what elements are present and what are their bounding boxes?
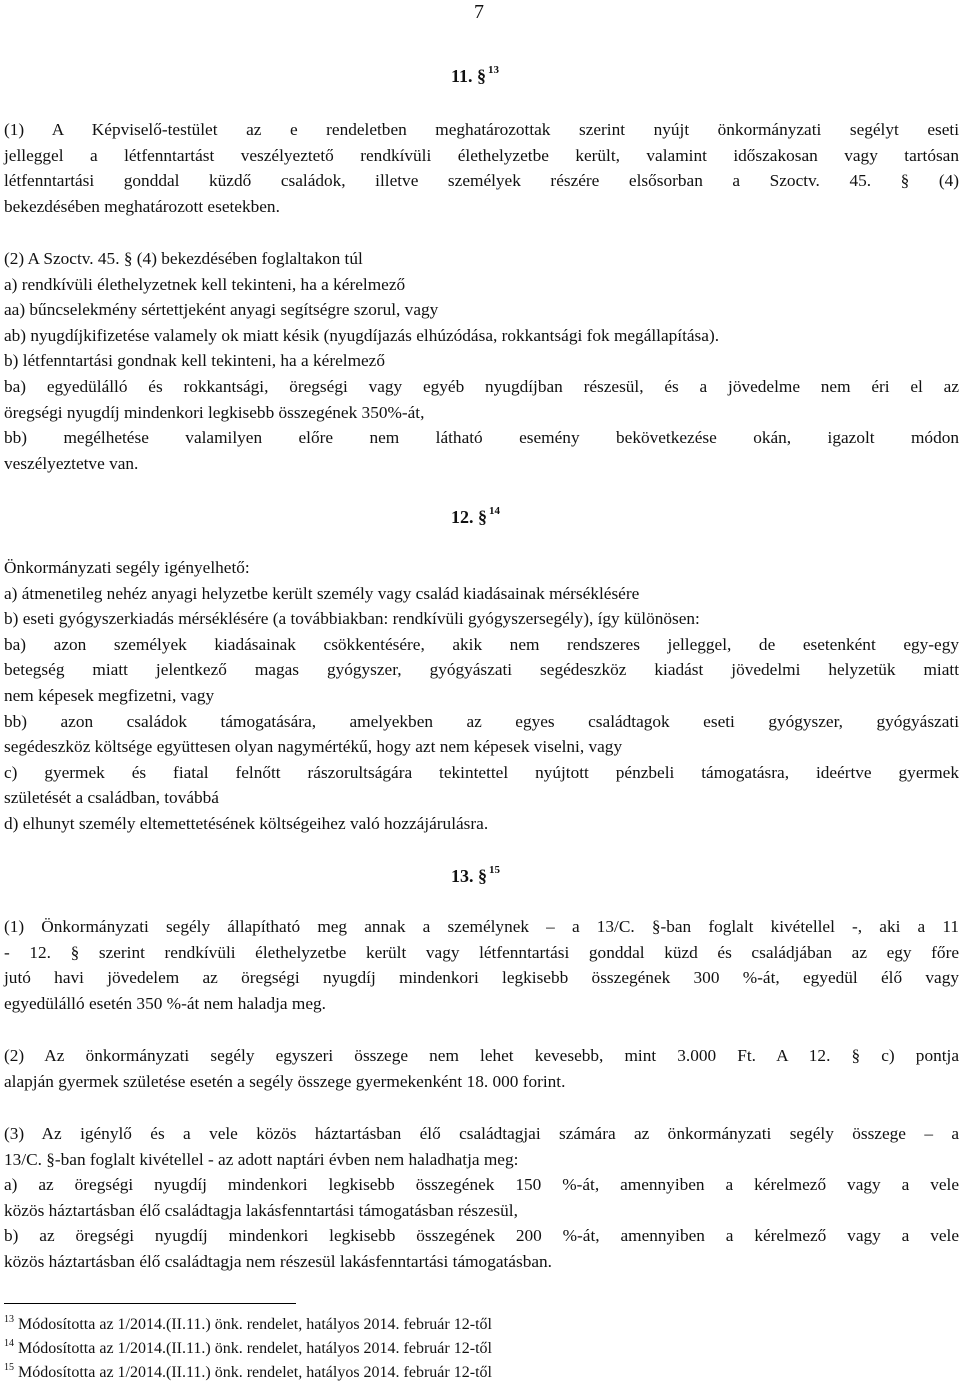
text-line: (2) Az önkormányzati segély egyszeri összege nem lehet kevesebb, mint 3.000 Ft. A 12. § c) pontja <box>4 1046 959 1065</box>
footnote-ref: 13 <box>488 64 500 76</box>
text-line: (1) A Képviselő-testület az e rendeletben meghatározottak szerint nyújt önkormányzati segélyt eseti <box>4 120 959 139</box>
footnote-text: Módosította az 1/2014.(II.11.) önk. rendelet, hatályos 2014. február 12-től <box>18 1340 492 1357</box>
section-11-paragraph-2 <box>4 246 959 476</box>
text-line: öregségi nyugdíj mindenkori legkisebb összegének 350%-át, <box>4 402 425 422</box>
section-12-paragraph <box>4 555 959 837</box>
page-number: 7 <box>474 1 484 23</box>
text-line: jelleggel a létfenntartást veszélyeztető rendkívüli élethelyzetbe került, valamint időszakosan vagy tartósan <box>4 145 959 165</box>
text-line: 13/C. §-ban foglalt kivétellel - az adott naptári évben nem haladhatja meg: <box>4 1149 519 1169</box>
section-heading-12 <box>451 505 500 529</box>
text-line: segédeszköz költsége együttesen olyan nagymértékű, hogy azt nem képesek viselni, vagy <box>4 737 623 757</box>
section-13-paragraph-1 <box>4 914 959 1016</box>
section-number: 13. § <box>451 866 487 886</box>
text-line: bekezdésében meghatározott esetekben. <box>4 196 280 216</box>
text-line: egyedülálló esetén 350 %-át nem haladja meg. <box>4 993 326 1013</box>
footnote-number: 14 <box>4 1338 14 1349</box>
section-heading-13 <box>451 864 500 888</box>
text-line: közös háztartásban élő családtagja nem részesül lakásfenntartási támogatásban. <box>4 1251 552 1271</box>
section-13-paragraph-2 <box>4 1043 959 1094</box>
text-line: (3) Az igénylő és a vele közös háztartásban élő családtagjai számára az önkormányzati segély összege – a <box>4 1124 959 1143</box>
section-number: 12. § <box>451 507 487 527</box>
footnote-number: 15 <box>4 1362 14 1373</box>
text-line: létfenntartási gonddal küzdő családok, illetve személyek részére elsősorban a Szoctv. 45. § (4) <box>4 171 959 191</box>
text-line: ab) nyugdíjkifizetése valamely ok miatt késik (nyugdíjazás elhúzódása, rokkantsági fok megállapítása). <box>4 325 720 345</box>
text-line: a) rendkívüli élethelyzetnek kell tekinteni, ha a kérelmező <box>4 274 406 294</box>
footnote <box>4 1337 944 1361</box>
footnote-text: Módosította az 1/2014.(II.11.) önk. rendelet, hatályos 2014. február 12-től <box>18 1316 492 1333</box>
text-line: nem képesek megfizetni, vagy <box>4 685 215 705</box>
text-line: (1) Önkormányzati segély állapítható meg annak a személynek – a 13/C. §-ban foglalt kivétellel -, aki a 11 <box>4 917 959 936</box>
text-line: a) átmenetileg nehéz anyagi helyzetbe került személy vagy család kiadásainak mérséklésére <box>4 583 640 603</box>
text-line: bb) megélhetése valamilyen előre nem látható esemény bekövetkezése okán, igazolt módon <box>4 428 959 448</box>
text-line: veszélyeztetve van. <box>4 453 139 473</box>
footnote-number: 13 <box>4 1314 14 1325</box>
text-line: b) eseti gyógyszerkiadás mérséklésére (a továbbiakban: rendkívüli gyógyszersegély), így különösen: <box>4 609 700 629</box>
text-line: ba) azon személyek kiadásainak csökkentésére, akik nem rendszeres jelleggel, de esetenként egy-egy <box>4 634 959 654</box>
text-line: a) az öregségi nyugdíj mindenkori legkisebb összegének 150 %-át, amennyiben a kérelmező vagy a vele <box>4 1175 959 1195</box>
text-line: Önkormányzati segély igényelhető: <box>4 558 250 577</box>
text-line: c) gyermek és fiatal felnőtt rászorultságára tekintettel nyújtott pénzbeli támogatásra, ideértve gyermek <box>4 762 959 782</box>
footnote <box>4 1313 944 1337</box>
text-line: bb) azon családok támogatására, amelyekben az egyes családtagok eseti gyógyszer, gyógyászati <box>4 711 959 731</box>
text-line: alapján gyermek születése esetén a segély összege gyermekenként 18. 000 forint. <box>4 1071 566 1091</box>
text-line: b) létfenntartási gondnak kell tekinteni, ha a kérelmező <box>4 351 385 371</box>
footnote-text: Módosította az 1/2014.(II.11.) önk. rendelet, hatályos 2014. február 12-től <box>18 1364 492 1381</box>
text-line: aa) bűncselekmény sértettjeként anyagi segítségre szorul, vagy <box>4 300 439 320</box>
text-line: jutó havi jövedelem az öregségi nyugdíj mindenkori legkisebb összegének 300 %-át, egyedül élő vagy <box>4 968 959 988</box>
section-number: 11. § <box>451 66 487 86</box>
text-line: d) elhunyt személy eltemettetésének költségeihez való hozzájárulásra. <box>4 813 489 833</box>
footnotes <box>4 1313 944 1385</box>
text-line: b) az öregségi nyugdíj mindenkori legkisebb összegének 200 %-át, amennyiben a kérelmező vagy a vele <box>4 1226 959 1246</box>
section-13-paragraph-3 <box>4 1121 959 1275</box>
text-line: (2) A Szoctv. 45. § (4) bekezdésében foglaltakon túl <box>4 249 363 268</box>
section-11-paragraph-1 <box>4 117 959 219</box>
footnote <box>4 1361 944 1385</box>
footnote-divider <box>4 1303 296 1304</box>
text-line: - 12. § szerint rendkívüli élethelyzetbe került vagy létfenntartási gonddal küzd és családjában az egy főre <box>4 942 959 962</box>
footnote-ref: 15 <box>489 864 500 876</box>
section-heading-11 <box>451 64 499 88</box>
text-line: születését a családban, továbbá <box>4 788 219 808</box>
text-line: ba) egyedülálló és rokkantsági, öregségi vagy egyéb nyugdíjban részesül, és a jövedelme nem éri el az <box>4 376 959 396</box>
text-line: betegség miatt jelentkező magas gyógyszer, gyógyászati segédeszköz kiadást jövedelmi helyzetük miatt <box>4 660 959 680</box>
footnote-ref: 14 <box>489 505 500 517</box>
text-line: közös háztartásban élő családtagja lakásfenntartási támogatásban részesül, <box>4 1200 518 1220</box>
